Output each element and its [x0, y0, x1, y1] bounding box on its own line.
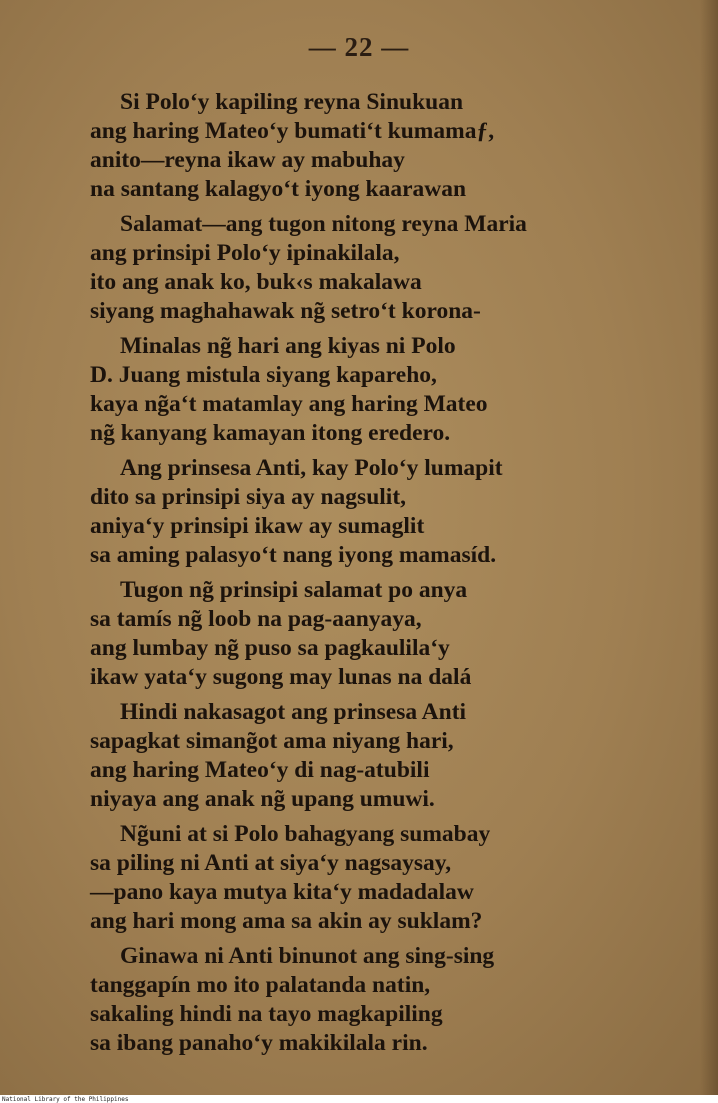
verse-line: sa piling ni Anti at siya‘y nagsaysay,: [90, 850, 452, 876]
verse-line: ang prinsipi Polo‘y ipinakilala,: [90, 240, 400, 266]
verse-line: sa ibang panaho‘y makikilala rin.: [90, 1030, 428, 1056]
stanza: [90, 820, 650, 936]
verse-line: ng̃ kanyang kamayan itong eredero.: [90, 420, 451, 446]
verse-line: sa aming palasyo‘t nang iyong mamasíd.: [90, 542, 497, 568]
stanza: [90, 942, 650, 1058]
verse-line: na santang kalagyo‘t iyong kaarawan: [90, 176, 467, 202]
stanza: [90, 88, 650, 204]
verse-line: ang hari mong ama sa akin ay suklam?: [90, 908, 483, 934]
verse-line: anito—reyna ikaw ay mabuhay: [90, 147, 405, 173]
verse-line: siyang maghahawak ng̃ setro‘t korona-: [90, 298, 481, 324]
verse-line: sapagkat simang̃ot ama niyang hari,: [90, 728, 454, 754]
verse-line: Hindi nakasagot ang prinsesa Anti: [120, 699, 467, 725]
verse-line: sakaling hindi na tayo magkapiling: [90, 1001, 443, 1027]
stanza: [90, 332, 650, 448]
verse-line: Si Polo‘y kapiling reyna Sinukuan: [120, 89, 464, 115]
verse-line: ikaw yata‘y sugong may lunas na dalá: [90, 664, 472, 690]
verse-line: Tugon ng̃ prinsipi salamat po anya: [120, 577, 468, 603]
verse-line: D. Juang mistula siyang kapareho,: [90, 362, 437, 388]
stanza: [90, 454, 650, 570]
verse-line: Minalas ng̃ hari ang kiyas ni Polo: [120, 333, 456, 359]
stanza: [90, 576, 650, 692]
stanza: [90, 698, 650, 814]
footer-credit: National Library of the Philippines: [2, 1096, 129, 1103]
page-number: — 22 —: [308, 32, 410, 62]
verse-line: —pano kaya mutya kita‘y madadalaw: [90, 879, 474, 905]
verse-line: ang haring Mateo‘y di nag-atubili: [90, 757, 430, 783]
verse-line: ito ang anak ko, buk‹s makalawa: [90, 269, 422, 295]
verse-line: Ng̃uni at si Polo bahagyang sumabay: [120, 821, 491, 847]
verse-line: sa tamís ng̃ loob na pag-aanyaya,: [90, 606, 422, 632]
verse-line: aniya‘y prinsipi ikaw ay sumaglit: [90, 513, 425, 539]
poem: [90, 88, 650, 1064]
verse-line: tanggapín mo ito palatanda natin,: [90, 972, 431, 998]
stanza: [90, 210, 650, 326]
verse-line: dito sa prinsipi siya ay nagsulit,: [90, 484, 407, 510]
verse-line: kaya ng̃a‘t matamlay ang haring Mateo: [90, 391, 488, 417]
verse-line: Ginawa ni Anti binunot ang sing-sing: [120, 943, 495, 969]
verse-line: ang haring Mateo‘y bumati‘t kumamaƒ,: [90, 118, 495, 144]
verse-line: ang lumbay ng̃ puso sa pagkaulila‘y: [90, 635, 450, 661]
verse-line: Salamat—ang tugon nitong reyna Maria: [120, 211, 527, 237]
verse-line: niyaya ang anak ng̃ upang umuwi.: [90, 786, 435, 812]
verse-line: Ang prinsesa Anti, kay Polo‘y lumapit: [120, 455, 503, 481]
